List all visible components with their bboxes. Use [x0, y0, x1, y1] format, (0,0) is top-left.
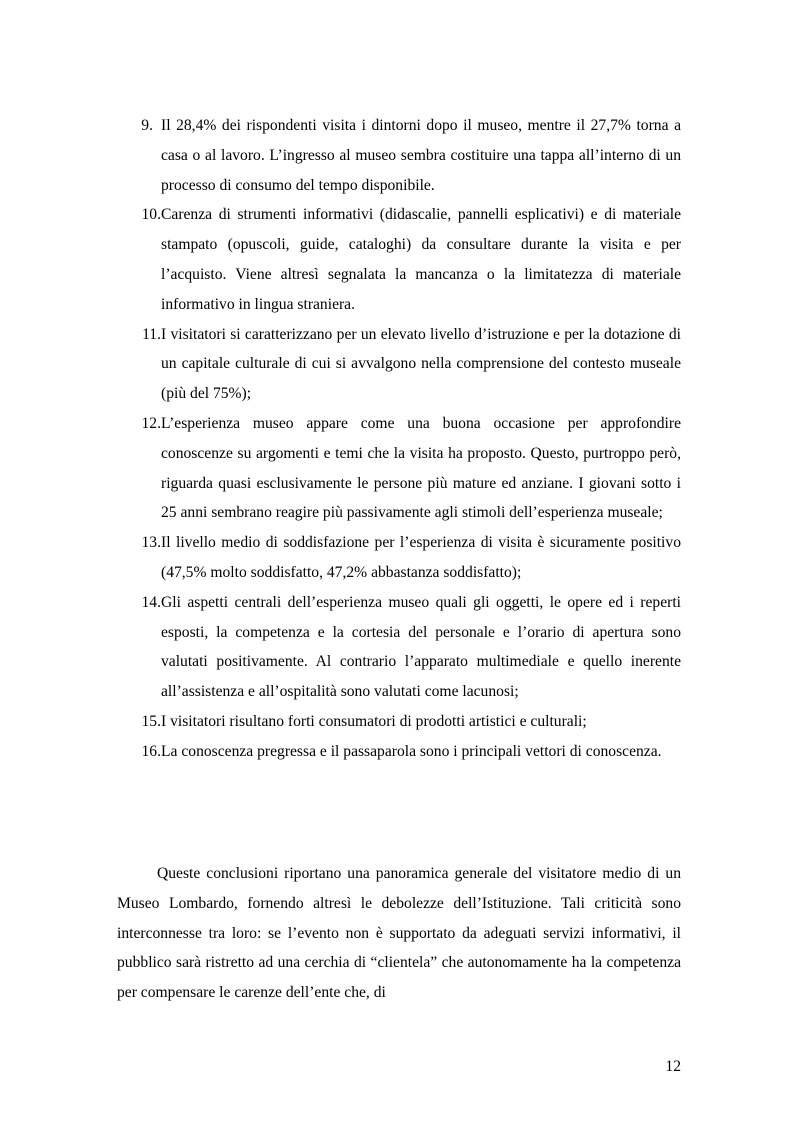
list-item: [117, 409, 681, 528]
list-item-number: 12.: [141, 414, 161, 432]
page-number: 12: [665, 1058, 681, 1075]
list-item: [117, 707, 681, 737]
list-item-number: 13.: [141, 534, 161, 552]
list-item: [117, 528, 681, 588]
list-item-number: 15.: [141, 712, 161, 730]
conclusion-paragraph: Queste conclusioni riportano una panoramica generale del visitatore medio di un Museo Lombardo, fornendo altresì le debolezze dell’Istituzione. Tali criticità sono interconnesse tra loro: se l’evento non è supportato da adeguati servizi informativi, il pubblico sarà ristretto ad una cerchia di “clientela” che autonomamente ha la competenza per compensare le carenze dell’ente che, di: [117, 865, 681, 1002]
findings-list: [117, 111, 681, 767]
list-item-text: I visitatori si caratterizzano per un elevato livello d’istruzione e per la dotazione di un capitale culturale di cui si avvalgono nella comprensione del contesto museale (più del 75%);: [161, 325, 681, 403]
list-item-text: I visitatori risultano forti consumatori di prodotti artistici e culturali;: [161, 712, 587, 730]
list-item: [117, 111, 681, 200]
list-item: [117, 737, 681, 767]
list-item-text: Il 28,4% dei rispondenti visita i dintorni dopo il museo, mentre il 27,7% torna a casa o al lavoro. L’ingresso al museo sembra costituire una tappa all’interno di un processo di consumo del tempo disponibile.: [161, 117, 681, 194]
list-item-text: Il livello medio di soddisfazione per l’esperienza di visita è sicuramente positivo (47,5% molto soddisfatto, 47,2% abbastanza soddisfatto);: [161, 534, 681, 581]
list-item-text: L’esperienza museo appare come una buona occasione per approfondire conoscenze su argomenti e temi che la visita ha proposto. Questo, purtroppo però, riguarda quasi esclusivamente le persone più mature ed anziane. I giovani sotto i 25 anni sembrano reagire più passivamente agli stimoli dell’esperienza museale;: [161, 414, 681, 522]
list-item-number: 16.: [141, 742, 161, 760]
list-item: [117, 200, 681, 319]
list-item-text: Carenza di strumenti informativi (didascalie, pannelli esplicativi) e di materiale stampato (opuscoli, guide, cataloghi) da consultare durante la visita e per l’acquisto. Viene altresì segnalata la mancanza o la limitatezza di materiale informativo in lingua straniera.: [161, 206, 681, 313]
list-item-number: 14.: [141, 593, 161, 611]
list-item-number: 11.: [142, 325, 161, 343]
list-item-text: La conoscenza pregressa e il passaparola sono i principali vettori di conoscenza.: [161, 742, 662, 760]
list-item-number: 10.: [141, 206, 161, 224]
list-item-text: Gli aspetti centrali dell’esperienza museo quali gli oggetti, le opere ed i reperti esposti, la competenza e la cortesia del personale e l’orario di apertura sono valutati positivamente. Al contrario l’apparato multimediale e quello inerente all’assistenza e all’ospitalità sono valutati come lacunosi;: [161, 593, 681, 701]
list-item: [117, 320, 681, 409]
list-item-number: 9.: [141, 117, 153, 134]
list-item: [117, 588, 681, 707]
